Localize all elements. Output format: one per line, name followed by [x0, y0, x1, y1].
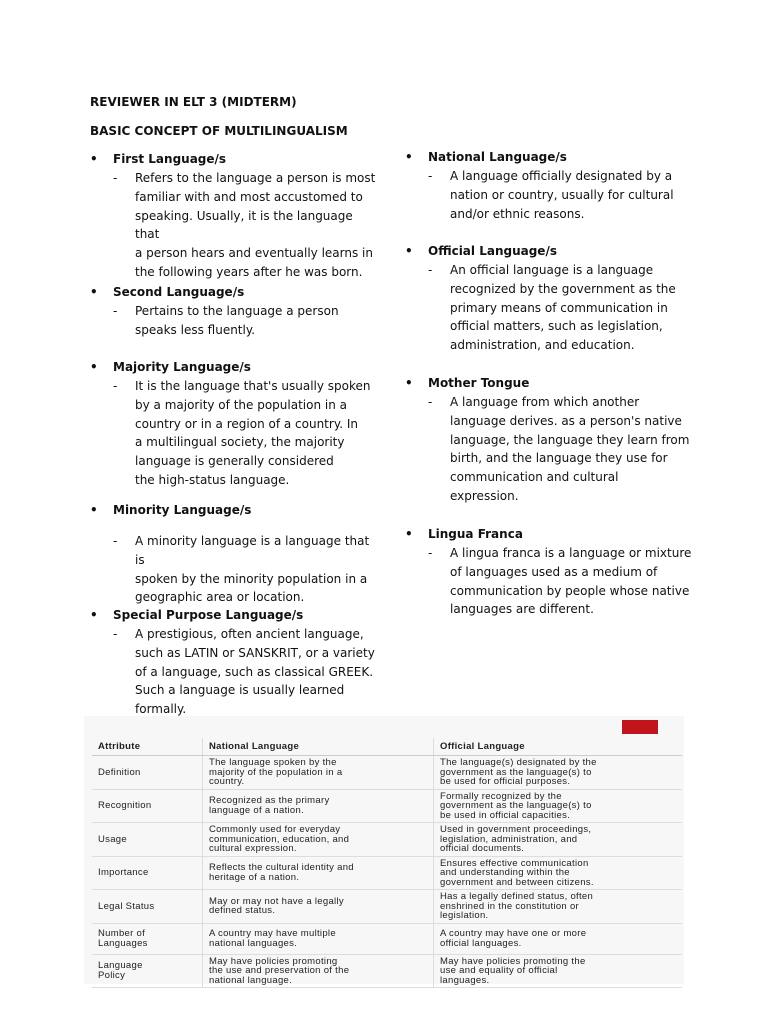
- cell-line: Importance: [98, 867, 149, 878]
- table-cell: [434, 789, 683, 823]
- cell-line: national language.: [209, 974, 293, 986]
- cell-line: enshrined in the constitution or: [440, 900, 579, 912]
- cell-line: be used in official capacities.: [440, 809, 571, 821]
- cell-line: May have policies promoting: [209, 955, 338, 967]
- desc-line: and/or ethnic reasons.: [450, 206, 585, 221]
- desc-line: An official language is a language: [450, 263, 654, 277]
- entry-national-language: [405, 148, 695, 223]
- desc-line: A language officially designated by a: [450, 169, 673, 183]
- cell-line: Recognition: [98, 800, 152, 811]
- desc-line: nation or country, usually for cultural: [450, 187, 674, 202]
- table-row: [92, 789, 682, 823]
- desc-line: speaking. Usually, it is the language that: [135, 208, 353, 242]
- dash-icon: -: [113, 379, 118, 393]
- table-cell: [92, 756, 203, 790]
- table-header: Official Language: [434, 738, 683, 756]
- cell-line: government and between citizens.: [440, 876, 594, 888]
- cell-line: A country may have multiple: [209, 928, 336, 939]
- cell-line: Number of: [98, 928, 146, 939]
- desc-line: geographic area or location.: [135, 590, 305, 605]
- desc-line: recognized by the government as the: [450, 281, 676, 296]
- cell-line: Definition: [98, 766, 141, 778]
- bullet-icon: •: [90, 503, 98, 517]
- table-header: National Language: [203, 738, 434, 756]
- desc-line: Such a language is usually learned: [135, 683, 345, 698]
- term-label: National Language/s: [428, 150, 567, 164]
- cell-line: Usage: [98, 833, 127, 845]
- term-label: First Language/s: [113, 152, 227, 166]
- dash-icon: -: [113, 171, 118, 185]
- cell-line: Legal Status: [98, 900, 155, 912]
- cell-line: cultural expression.: [209, 843, 297, 854]
- table-cell: [203, 789, 434, 823]
- entry-second-language: [90, 283, 380, 340]
- table-cell: [434, 756, 683, 790]
- bullet-icon: •: [90, 152, 98, 166]
- cell-line: Recognized as the primary: [209, 795, 330, 807]
- cell-line: national languages.: [209, 937, 298, 949]
- desc-line: languages are different.: [450, 602, 594, 617]
- table-cell: [434, 823, 683, 857]
- table-cell: [203, 856, 434, 890]
- cell-line: official languages.: [440, 937, 522, 949]
- dash-icon: -: [113, 627, 118, 641]
- desc-line: communication and cultural: [450, 470, 619, 485]
- entry-mother-tongue: [405, 374, 695, 506]
- desc-line: official matters, such as legislation,: [450, 319, 663, 334]
- bullet-icon: •: [405, 150, 413, 164]
- term-label: Minority Language/s: [113, 503, 252, 517]
- desc-line: familiar with and most accustomed to: [135, 189, 363, 204]
- doc-subtitle: BASIC CONCEPT OF MULTILINGUALISM: [90, 124, 348, 138]
- table-header: Attribute: [92, 738, 203, 756]
- cell-line: the use and preservation of the: [209, 965, 350, 976]
- desc-line: language, the language they learn from: [450, 432, 690, 447]
- bullet-icon: •: [405, 244, 413, 258]
- dash-icon: -: [113, 534, 118, 548]
- bullet-icon: •: [90, 360, 98, 374]
- table-row: [92, 890, 682, 924]
- dash-icon: -: [428, 263, 433, 277]
- cell-line: government as the language(s) to: [440, 766, 592, 778]
- desc-line: a person hears and eventually learns in: [135, 246, 373, 261]
- cell-line: Reflects the cultural identity and: [209, 862, 354, 874]
- term-label: Official Language/s: [428, 244, 557, 258]
- cell-line: communication, education, and: [209, 833, 350, 845]
- cell-line: language of a nation.: [209, 804, 305, 816]
- cell-line: defined status.: [209, 905, 276, 917]
- dash-icon: -: [113, 304, 118, 318]
- desc-line: It is the language that's usually spoken: [135, 379, 371, 393]
- table-cell: [92, 789, 203, 823]
- desc-line: A language from which another: [450, 395, 640, 409]
- entry-special-purpose-language: [90, 606, 380, 719]
- desc-line: language is generally considered: [135, 454, 334, 469]
- entry-first-language: [90, 150, 380, 282]
- desc-line: the following years after he was born.: [135, 264, 363, 279]
- entry-official-language: [405, 242, 695, 355]
- bullet-icon: •: [405, 376, 413, 390]
- dash-icon: -: [428, 546, 433, 560]
- table-row: [92, 823, 682, 857]
- desc-line: of a language, such as classical GREEK.: [135, 664, 374, 679]
- cell-line: majority of the population in a: [209, 766, 343, 778]
- table-cell: [92, 890, 203, 924]
- entry-majority-language: [90, 358, 380, 490]
- desc-line: a multilingual society, the majority: [135, 435, 345, 450]
- table-cell: [92, 954, 203, 988]
- table-cell: [92, 823, 203, 857]
- entry-lingua-franca: [405, 525, 695, 619]
- cell-line: The language(s) designated by the: [440, 757, 597, 768]
- table-cell: [203, 890, 434, 924]
- cell-line: heritage of a nation.: [209, 871, 300, 883]
- cell-line: languages.: [440, 974, 490, 986]
- bullet-icon: •: [90, 285, 98, 299]
- dash-icon: -: [428, 395, 433, 409]
- table-row: [92, 954, 682, 988]
- desc-line: A minority language is a language that is: [135, 534, 370, 567]
- desc-line: communication by people whose native: [450, 583, 690, 598]
- cell-line: use and equality of official: [440, 965, 558, 976]
- entry-minority-language: [90, 501, 380, 607]
- table-cell: [203, 823, 434, 857]
- desc-line: Pertains to the language a person: [135, 304, 339, 318]
- term-label: Lingua Franca: [428, 527, 523, 541]
- term-label: Majority Language/s: [113, 360, 251, 374]
- desc-line: country or in a region of a country. In: [135, 416, 358, 431]
- table-cell: [434, 954, 683, 988]
- cell-line: May or may not have a legally: [209, 895, 344, 907]
- dash-icon: -: [428, 169, 433, 183]
- cell-line: official documents.: [440, 843, 525, 854]
- comparison-table: [92, 738, 682, 988]
- table-cell: [434, 890, 683, 924]
- table-cell: [203, 756, 434, 790]
- cell-line: The language spoken by the: [209, 757, 337, 768]
- desc-line: birth, and the language they use for: [450, 451, 668, 466]
- desc-line: such as LATIN or SANSKRIT, or a variety: [135, 645, 375, 660]
- cell-line: A country may have one or more: [440, 928, 587, 939]
- term-label: Special Purpose Language/s: [113, 608, 304, 622]
- cell-line: government as the language(s) to: [440, 800, 592, 811]
- cell-line: Used in government proceedings,: [440, 824, 592, 835]
- desc-line: the high-status language.: [135, 472, 290, 487]
- cell-line: Language: [98, 960, 143, 972]
- table-row: [92, 756, 682, 790]
- term-label: Second Language/s: [113, 285, 245, 299]
- doc-title: REVIEWER IN ELT 3 (MIDTERM): [90, 95, 297, 109]
- desc-line: speaks less fluently.: [135, 322, 256, 337]
- table-row: [92, 856, 682, 890]
- cell-line: country.: [209, 776, 245, 787]
- desc-line: formally.: [135, 702, 187, 717]
- red-marker: [622, 720, 658, 734]
- cell-line: Ensures effective communication: [440, 857, 589, 869]
- desc-line: A prestigious, often ancient language,: [135, 627, 364, 641]
- desc-line: by a majority of the population in a: [135, 397, 347, 412]
- desc-line: expression.: [450, 488, 519, 503]
- cell-line: Commonly used for everyday: [209, 824, 341, 835]
- cell-line: legislation.: [440, 910, 489, 921]
- table-cell: [92, 856, 203, 890]
- cell-line: be used for official purposes.: [440, 776, 571, 787]
- comparison-table-image: [84, 716, 684, 984]
- desc-line: A lingua franca is a language or mixture: [450, 546, 692, 560]
- cell-line: Languages: [98, 937, 148, 949]
- cell-line: Has a legally defined status, often: [440, 891, 594, 902]
- bullet-icon: •: [90, 608, 98, 622]
- cell-line: Policy: [98, 969, 126, 981]
- desc-line: administration, and education.: [450, 338, 635, 353]
- desc-line: of languages used as a medium of: [450, 564, 658, 579]
- table-cell: [434, 923, 683, 954]
- cell-line: and understanding within the: [440, 867, 570, 878]
- term-label: Mother Tongue: [428, 376, 530, 390]
- desc-line: language derives. as a person's native: [450, 413, 682, 428]
- desc-line: Refers to the language a person is most: [135, 171, 376, 185]
- table-cell: [203, 923, 434, 954]
- cell-line: legislation, administration, and: [440, 833, 578, 845]
- cell-line: May have policies promoting the: [440, 955, 586, 967]
- table-cell: [92, 923, 203, 954]
- table-row: [92, 923, 682, 954]
- table-cell: [203, 954, 434, 988]
- bullet-icon: •: [405, 527, 413, 541]
- cell-line: Formally recognized by the: [440, 790, 562, 802]
- table-cell: [434, 856, 683, 890]
- desc-line: spoken by the minority population in a: [135, 571, 368, 586]
- desc-line: primary means of communication in: [450, 300, 668, 315]
